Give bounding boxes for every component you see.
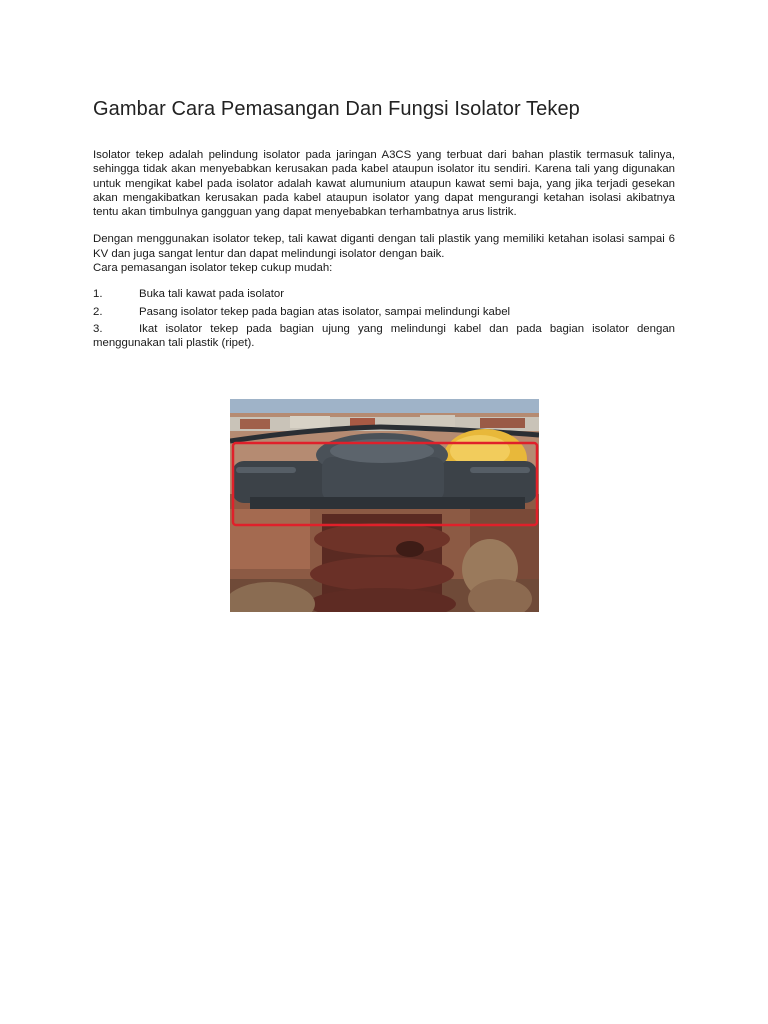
insulator-photo	[230, 399, 539, 612]
list-item	[93, 287, 675, 301]
list-item-number: 1.	[93, 288, 103, 301]
list-item-text: Ikat isolator tekep pada bagian ujung yang melindungi kabel dan pada bagian isolator dengan menggunakan tali plastik (ripet).	[93, 322, 675, 350]
list-item-text: Pasang isolator tekep pada bagian atas isolator, sampai melindungi kabel	[139, 305, 511, 318]
list-item	[93, 322, 675, 351]
list-item-number: 2.	[93, 305, 103, 318]
paragraph-benefit: Dengan menggunakan isolator tekep, tali kawat diganti dengan tali plastik yang memiliki ketahan isolasi sampai 6 KV dan juga sangat lentur dan dapat melindungi isolator dengan baik.	[93, 233, 675, 260]
paragraph-intro: Isolator tekep adalah pelindung isolator pada jaringan A3CS yang terbuat dari bahan plastik termasuk talinya, sehingga tidak akan menyebabkan kerusakan pada kabel ataupun isolator itu sendiri. Karena tali yang digunakan untuk mengikat kabel pada isolator adalah kawat alumunium ataupun kawat semi baja, yang jika terjadi gesekan akan mengakibatkan kerusakan pada kabel ataupun isolator yang dapat mengurangi ketahan isolasi akibatnya tentu akan timbulnya gangguan yang dapat menyebabkan terhambatnya arus listrik.	[93, 149, 675, 219]
paragraph-steps-intro: Cara pemasangan isolator tekep cukup mudah:	[93, 262, 333, 275]
steps-list	[93, 287, 675, 350]
page-title: Gambar Cara Pemasangan Dan Fungsi Isolator Tekep	[93, 98, 580, 120]
document-body	[93, 96, 675, 351]
list-item-text: Buka tali kawat pada isolator	[139, 288, 284, 301]
list-item-number: 3.	[93, 322, 103, 335]
list-item	[93, 305, 675, 319]
